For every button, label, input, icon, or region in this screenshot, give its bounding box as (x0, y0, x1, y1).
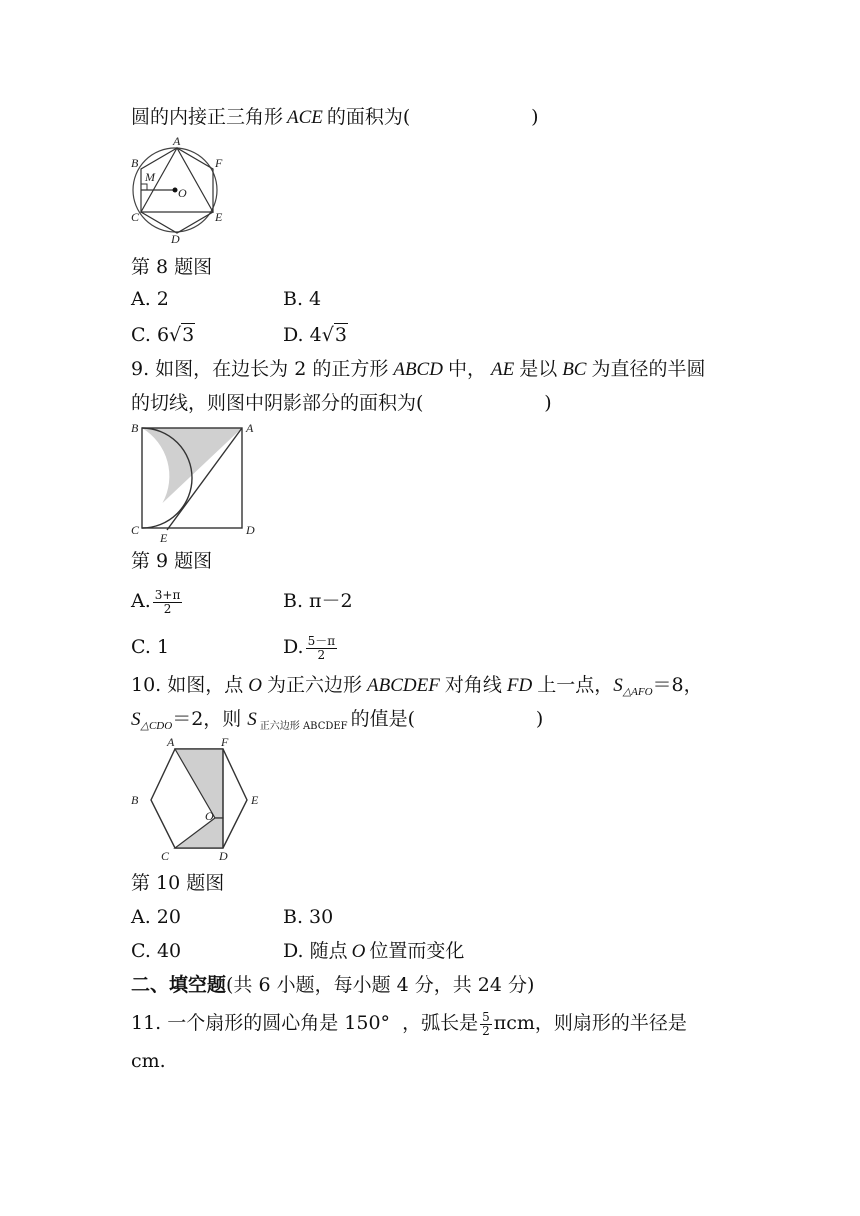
q10-figure-caption: 第 10 题图 (131, 872, 225, 894)
sqrt-symbol: √3 (169, 324, 195, 346)
q10-label-o: O (205, 809, 214, 823)
q9-figure (125, 418, 265, 546)
q8-option-b[interactable]: B. 4 (283, 288, 322, 310)
q8-label-c: C (131, 210, 140, 224)
q10-question-line-2: $S_{\triangle CDO}=2$，则 S $_{正六边形 ABCDEF}$ 的值是( ) (131, 708, 544, 732)
q10-option-c[interactable]: C. 40 (131, 940, 182, 962)
q9-option-b[interactable]: B. π－2 (283, 590, 353, 612)
q10-label-a: A (167, 736, 175, 749)
q11-question-line-1: 11. 一个扇形的圆心角是 150° ，弧长是 $\frac{5}{2}$ πcm，则扇形的半径是 (131, 1009, 687, 1038)
q8-option-d[interactable]: D. 4√3 (283, 324, 347, 346)
q9-figure-caption: 第 9 题图 (131, 550, 213, 572)
q10-label-c: C (161, 849, 170, 863)
fraction: $\frac{5-\pi}{2}$ (307, 633, 336, 662)
q9-label-a: A (246, 421, 254, 435)
q8-figure (125, 135, 225, 247)
q8-label-b: B (131, 156, 139, 170)
q9-question-line-1: 9. 如图，在边长为 2 的正方形 ABCD 中， AE 是以 BC 为直径的半圆 (131, 358, 706, 380)
fraction: $\frac{5}{2}$ (482, 1009, 490, 1038)
q10-figure (125, 736, 275, 866)
q11-question-line-2: cm. (131, 1050, 166, 1072)
q8-label-d: D (171, 232, 180, 246)
q10-label-e: E (251, 793, 259, 807)
q9-label-b: B (131, 421, 139, 435)
q8-var-ace: ACE (287, 107, 323, 128)
q9-shaded-region (142, 428, 242, 503)
q10-option-d[interactable]: D. 随点 O 位置而变化 (283, 940, 465, 962)
q9-label-c: C (131, 523, 140, 537)
q8-option-a[interactable]: A. 2 (131, 288, 169, 310)
q9-question-line-2: 的切线，则图中阴影部分的面积为( ) (131, 392, 552, 414)
q10-option-b[interactable]: B. 30 (283, 906, 334, 928)
q8-label-o: O (178, 186, 187, 200)
fraction: $\frac{3+\pi}{2}$ (154, 587, 181, 616)
section-2-heading: 二、填空题(共 6 小题，每小题 4 分，共 24 分) (131, 974, 535, 996)
q10-question-line-1: 10. 如图，点 O 为正六边形 ABCDEF 对角线 FD 上一点，$S_{\triangle AFO}=8$， (131, 674, 703, 698)
q8-right-angle-mark (141, 184, 147, 190)
q8-text-suffix: 的面积为( ) (326, 106, 539, 128)
q9-option-c[interactable]: C. 1 (131, 636, 170, 658)
q8-center-dot (173, 188, 178, 193)
q10-label-f: F (221, 736, 229, 749)
q10-shaded-afo (175, 749, 223, 818)
q10-label-b: B (131, 793, 139, 807)
q8-text-prefix: 圆的内接正三角形 (131, 106, 284, 128)
q10-label-d: D (219, 849, 228, 863)
q10-shaded-cdo (175, 818, 223, 848)
q8-label-f: F (215, 156, 223, 170)
q9-label-e: E (160, 531, 168, 545)
q8-label-m: M (145, 170, 155, 184)
q9-option-d[interactable]: D. $\frac{5-\pi}{2}$ (283, 633, 336, 662)
q8-option-c[interactable]: C. 6√3 (131, 324, 195, 346)
sqrt-symbol: √3 (321, 324, 347, 346)
q8-label-e: E (215, 210, 223, 224)
q8-label-a: A (173, 135, 181, 148)
q8-question-line (131, 104, 539, 131)
q8-figure-caption: 第 8 题图 (131, 256, 213, 278)
q10-option-a[interactable]: A. 20 (131, 906, 181, 928)
q9-option-a[interactable]: A. $\frac{3+\pi}{2}$ (131, 587, 181, 616)
q9-label-d: D (246, 523, 255, 537)
